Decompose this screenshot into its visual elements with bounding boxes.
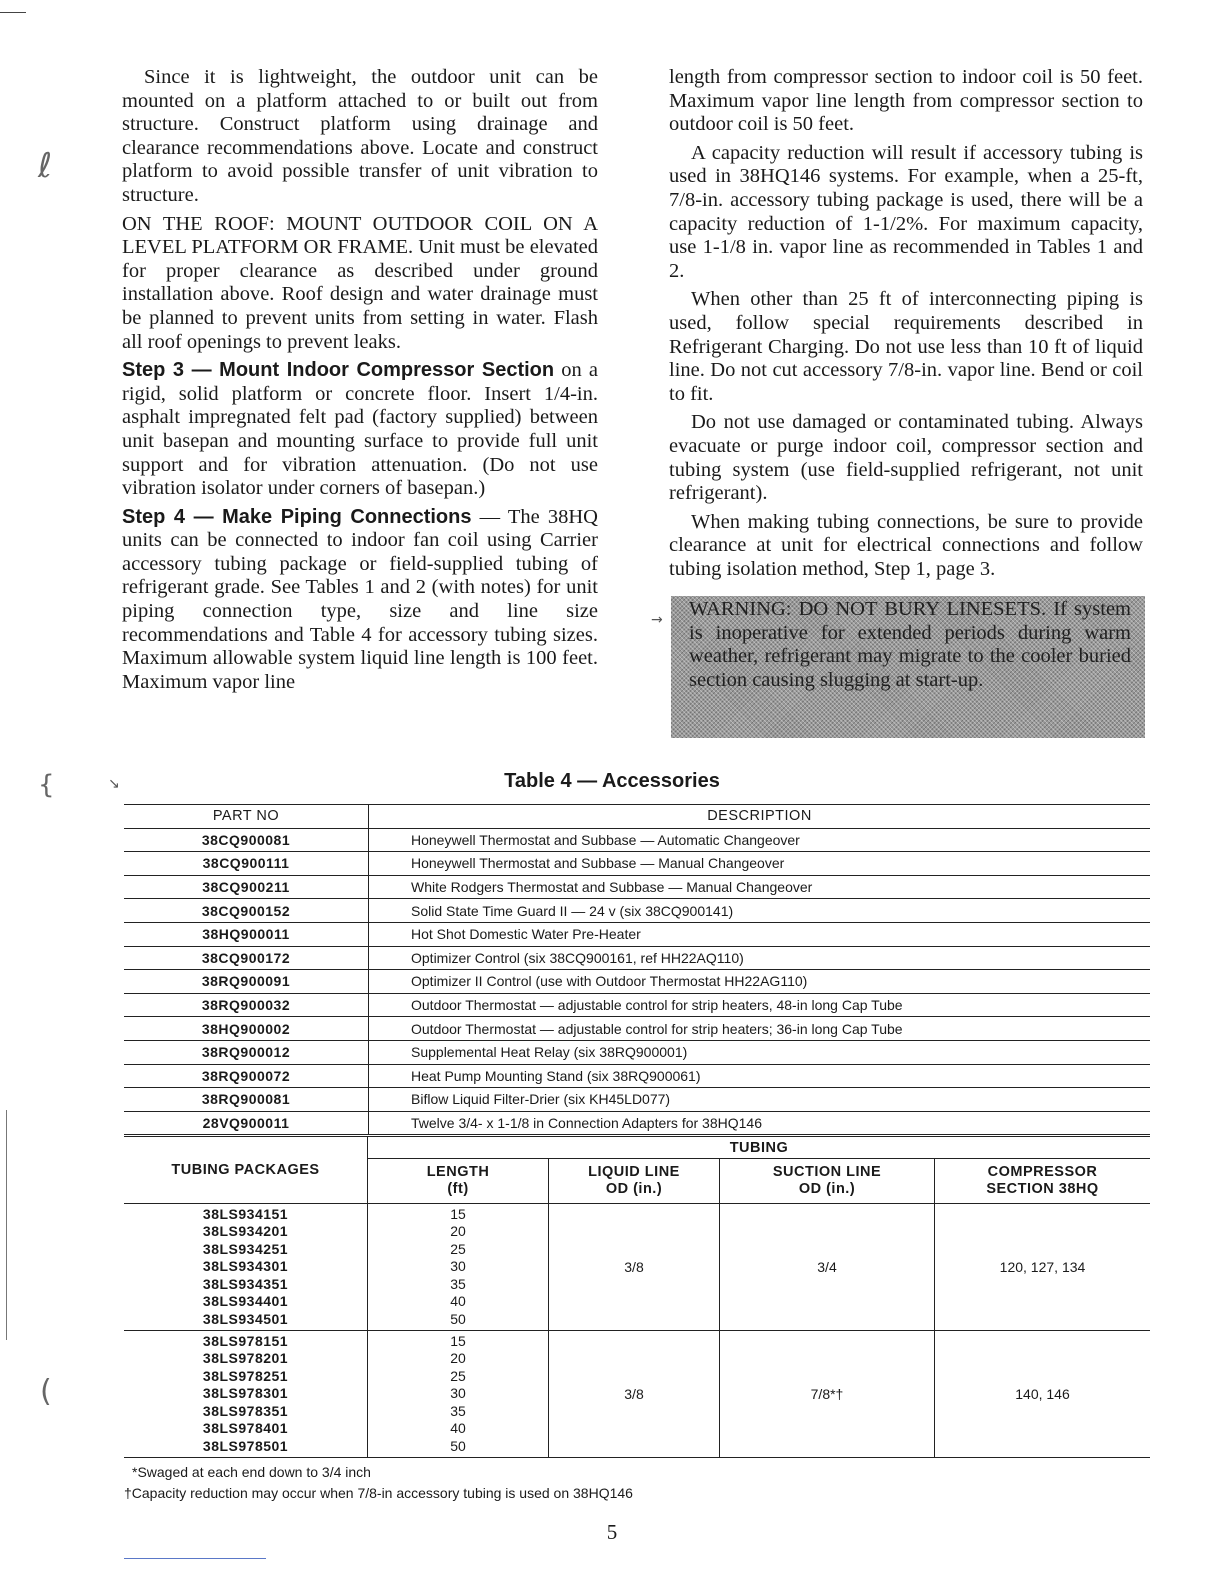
page-number: 5 xyxy=(606,1520,618,1544)
header-suction-line xyxy=(720,1159,935,1204)
part-number-cell: 38HQ900011 xyxy=(124,922,369,946)
suction-label: SUCTION LINE xyxy=(772,1163,882,1180)
liquid-line-value: 3/8 xyxy=(549,1331,720,1458)
description-cell: Optimizer Control (six 38CQ900161, ref HH22AQ110) xyxy=(369,946,1151,970)
length-value: 50 xyxy=(450,1310,466,1327)
part-number-cell: 38HQ900002 xyxy=(124,1017,369,1041)
bottom-rule xyxy=(124,1558,266,1559)
length-value: 35 xyxy=(450,1402,466,1419)
suction-unit: OD (in.) xyxy=(798,1181,856,1197)
length-value: 15 xyxy=(450,1205,466,1222)
scan-margin-mark: { xyxy=(38,770,55,800)
step-4-heading: Step 4 — Make Piping Connections xyxy=(122,505,472,528)
accessories-table xyxy=(124,804,1150,1135)
scan-edge-line xyxy=(6,1110,7,1340)
table-row xyxy=(124,899,1150,923)
table-row xyxy=(124,1088,1150,1112)
table-row xyxy=(124,993,1150,1017)
paragraph-capacity-reduction: A capacity reduction will result if accessory tubing is used in 38HQ146 systems. For example, when a 25-ft, 7/8-in. accessory tubing package is used, there will be a capacity reduction of 1-1/2%. For maximum capacity, use 1-1/8 in. vapor line as recommended in Tables 1 and 2. xyxy=(669,141,1143,282)
compressor-unit: SECTION 38HQ xyxy=(986,1181,1099,1197)
header-compressor-section xyxy=(935,1159,1151,1204)
part-number-cell: 38RQ900072 xyxy=(124,1064,369,1088)
change-arrow-icon: ↘ xyxy=(108,776,120,792)
length-list xyxy=(368,1204,549,1331)
description-cell: Twelve 3/4- x 1-1/8 in Connection Adapters for 38HQ146 xyxy=(369,1111,1151,1135)
table-row xyxy=(124,828,1150,852)
package-id: 38LS934351 xyxy=(202,1275,289,1292)
package-id: 38LS934501 xyxy=(202,1310,289,1327)
header-length xyxy=(368,1159,549,1204)
tubing-group-row xyxy=(124,1204,1150,1331)
header-tubing-packages: TUBING PACKAGES xyxy=(124,1137,368,1204)
paragraph-tubing-care: Do not use damaged or contaminated tubing. Always evacuate or purge indoor coil, compressor section and tubing system (use field-supplied refrigerant, not unit refrigerant). xyxy=(669,411,1143,505)
length-value: 15 xyxy=(450,1332,466,1349)
part-number-cell: 38CQ900211 xyxy=(124,875,369,899)
liquid-unit: OD (in.) xyxy=(605,1181,663,1197)
length-value: 40 xyxy=(450,1420,466,1437)
liquid-label: LIQUID LINE xyxy=(588,1163,680,1180)
accessories-body xyxy=(124,828,1150,1135)
header-description: DESCRIPTION xyxy=(369,805,1151,829)
scan-margin-mark: ( xyxy=(40,1374,52,1409)
description-cell: Honeywell Thermostat and Subbase — Automatic Changeover xyxy=(369,828,1151,852)
scan-edge-mark xyxy=(0,12,26,13)
footnote-swaged: *Swaged at each end down to 3/4 inch xyxy=(132,1464,371,1480)
length-unit: (ft) xyxy=(447,1181,469,1197)
package-id: 38LS934401 xyxy=(202,1293,289,1310)
package-id: 38LS978401 xyxy=(202,1420,289,1437)
compressor-label: COMPRESSOR xyxy=(987,1163,1098,1180)
length-value: 40 xyxy=(450,1293,466,1310)
table-row xyxy=(124,1017,1150,1041)
package-id: 38LS978151 xyxy=(202,1332,289,1349)
step-3-text: on a rigid, solid platform or concrete floor. Insert 1/4-in. asphalt impregnated felt pad (factory supplied) between unit basepan and mounting surface to provide full unit support and for vibration attenuation. (Do not use vibration isolator under corners of basepan.) xyxy=(122,359,599,500)
table-row xyxy=(124,1040,1150,1064)
length-value: 20 xyxy=(450,1223,466,1240)
length-value: 30 xyxy=(450,1258,466,1275)
part-number-cell: 38RQ900081 xyxy=(124,1088,369,1112)
package-id: 38LS978501 xyxy=(202,1437,289,1454)
length-value: 25 xyxy=(450,1240,466,1257)
paragraph-step-4 xyxy=(122,506,598,695)
step-4-text: — The 38HQ units can be connected to indoor fan coil using Carrier accessory tubing package or field-supplied tubing of refrigerant grade. See Tables 1 and 2 (with notes) for unit piping connection type, size and line size recommendations and Table 4 for accessory tubing sizes. Maximum allowable system liquid line length is 100 feet. Maximum vapor line xyxy=(122,505,598,693)
package-id: 38LS978251 xyxy=(202,1367,289,1384)
length-label: LENGTH xyxy=(426,1163,490,1180)
table-header-row xyxy=(124,805,1150,829)
length-list xyxy=(368,1331,549,1458)
footnote-capacity: †Capacity reduction may occur when 7/8-in accessory tubing is used on 38HQ146 xyxy=(124,1485,633,1501)
table-row xyxy=(124,970,1150,994)
suction-line-value: 7/8*† xyxy=(720,1331,935,1458)
package-list xyxy=(124,1204,368,1331)
description-cell: Solid State Time Guard II — 24 v (six 38CQ900141) xyxy=(369,899,1151,923)
table-row xyxy=(124,1111,1150,1135)
description-cell: Hot Shot Domestic Water Pre-Heater xyxy=(369,922,1151,946)
tubing-group-row xyxy=(124,1331,1150,1458)
right-text-column xyxy=(669,66,1143,581)
paragraph-platform: Since it is lightweight, the outdoor unit can be mounted on a platform attached to or built out from structure. Construct platform using drainage and clearance recommendations above. Locate and construct platform to avoid possible transfer of unit vibration to structure. xyxy=(122,66,598,206)
warning-text: WARNING: DO NOT BURY LINESETS. If system is inoperative for extended periods during warm weather, refrigerant may migrate to the cooler buried section causing slugging at start-up. xyxy=(689,598,1131,691)
table-row xyxy=(124,946,1150,970)
description-cell: Supplemental Heat Relay (six 38RQ900001) xyxy=(369,1040,1151,1064)
paragraph-piping-length: When other than 25 ft of interconnecting piping is used, follow special requirements described in Refrigerant Charging. Do not use less than 10 ft of liquid line. Do not cut accessory 7/8-in. vapor line. Bend or coil to fit. xyxy=(669,288,1143,405)
part-number-cell: 38CQ900172 xyxy=(124,946,369,970)
compressor-section-value: 120, 127, 134 xyxy=(935,1204,1151,1331)
part-number-cell: 38CQ900152 xyxy=(124,899,369,923)
length-value: 30 xyxy=(450,1385,466,1402)
package-list xyxy=(124,1331,368,1458)
description-cell: Outdoor Thermostat — adjustable control for strip heaters, 48-in long Cap Tube xyxy=(369,993,1151,1017)
left-text-column xyxy=(122,66,598,694)
warning-box xyxy=(671,596,1145,738)
liquid-line-value: 3/8 xyxy=(549,1204,720,1331)
paragraph-tubing-connections: When making tubing connections, be sure to provide clearance at unit for electrical connections and follow tubing isolation method, Step 1, page 3. xyxy=(669,510,1143,580)
part-number-cell: 28VQ900011 xyxy=(124,1111,369,1135)
part-number-cell: 38CQ900081 xyxy=(124,828,369,852)
part-number-cell: 38CQ900111 xyxy=(124,852,369,876)
table-title: Table 4 — Accessories xyxy=(504,770,720,792)
tubing-group-header-row xyxy=(124,1137,1150,1159)
part-number-cell: 38RQ900012 xyxy=(124,1040,369,1064)
length-value: 20 xyxy=(450,1350,466,1367)
description-cell: Biflow Liquid Filter-Drier (six KH45LD077) xyxy=(369,1088,1151,1112)
paragraph-roof: ON THE ROOF: MOUNT OUTDOOR COIL ON A LEVEL PLATFORM OR FRAME. Unit must be elevated for proper clearance as described under ground installation above. Roof design and water drainage must be planned to prevent units from setting in water. Flash all roof openings to prevent leaks. xyxy=(122,212,598,353)
package-id: 38LS978201 xyxy=(202,1350,289,1367)
compressor-section-value: 140, 146 xyxy=(935,1331,1151,1458)
suction-line-value: 3/4 xyxy=(720,1204,935,1331)
table-row xyxy=(124,1064,1150,1088)
package-id: 38LS978351 xyxy=(202,1402,289,1419)
table-row xyxy=(124,922,1150,946)
length-value: 50 xyxy=(450,1437,466,1454)
description-cell: Outdoor Thermostat — adjustable control for strip heaters; 36-in long Cap Tube xyxy=(369,1017,1151,1041)
change-arrow-icon: → xyxy=(651,612,663,628)
package-id: 38LS934251 xyxy=(202,1240,289,1257)
part-number-cell: 38RQ900032 xyxy=(124,993,369,1017)
header-tubing: TUBING xyxy=(368,1137,1151,1159)
length-value: 25 xyxy=(450,1367,466,1384)
package-id: 38LS934301 xyxy=(202,1258,289,1275)
description-cell: Honeywell Thermostat and Subbase — Manual Changeover xyxy=(369,852,1151,876)
part-number-cell: 38RQ900091 xyxy=(124,970,369,994)
package-id: 38LS978301 xyxy=(202,1385,289,1402)
step-3-heading: Step 3 — Mount Indoor Compressor Section xyxy=(122,359,555,382)
description-cell: White Rodgers Thermostat and Subbase — Manual Changeover xyxy=(369,875,1151,899)
header-part-no: PART NO xyxy=(124,805,369,829)
table-row xyxy=(124,852,1150,876)
length-value: 35 xyxy=(450,1275,466,1292)
header-liquid-line xyxy=(549,1159,720,1204)
description-cell: Heat Pump Mounting Stand (six 38RQ900061) xyxy=(369,1064,1151,1088)
package-id: 38LS934201 xyxy=(202,1223,289,1240)
scan-margin-mark: ℓ xyxy=(38,146,53,186)
description-cell: Optimizer II Control (use with Outdoor Thermostat HH22AG110) xyxy=(369,970,1151,994)
paragraph-step-3 xyxy=(122,359,598,501)
package-id: 38LS934151 xyxy=(202,1205,289,1222)
table-row xyxy=(124,875,1150,899)
tubing-table xyxy=(124,1136,1150,1458)
paragraph-vapor-length: length from compressor section to indoor coil is 50 feet. Maximum vapor line length from compressor section to outdoor coil is 50 feet. xyxy=(669,66,1143,136)
